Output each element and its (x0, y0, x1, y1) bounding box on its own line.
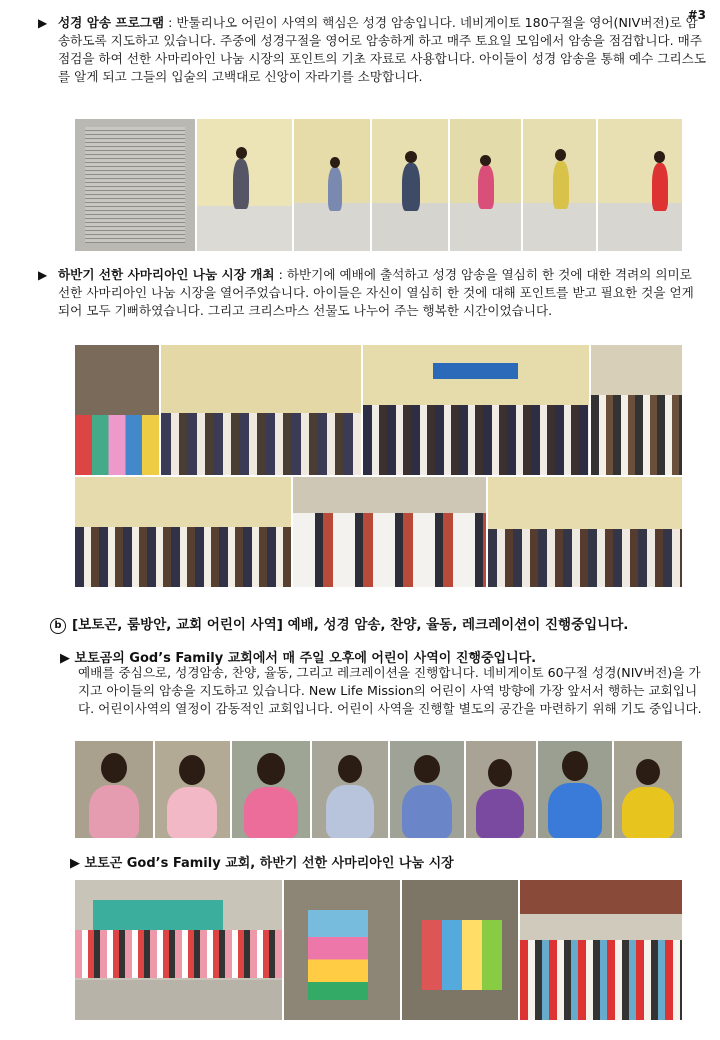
children-portrait-strip (75, 741, 682, 838)
market-photo-1 (75, 345, 159, 475)
circled-b-marker: b (50, 618, 66, 634)
market-photo-7 (488, 477, 682, 587)
child-reciting-photo-2 (294, 119, 370, 251)
child-portrait-8 (614, 741, 682, 838)
child-portrait-3 (232, 741, 310, 838)
child-reciting-photo-3 (372, 119, 448, 251)
child-portrait-5 (390, 741, 464, 838)
botogon-market-photo-3 (402, 880, 518, 1020)
market-paragraph (38, 266, 706, 320)
botogon-market-photo-2 (284, 880, 400, 1020)
botogon-heading: ▶ 보토곰의 God’s Family 교회에서 매 주일 오후에 어린이 사역이 진행중입니다. (60, 651, 537, 666)
child-portrait-1 (75, 741, 153, 838)
child-portrait-7 (538, 741, 612, 838)
market-heading: 하반기 선한 사마리아인 나눔 시장 개최 (58, 267, 275, 282)
child-portrait-2 (155, 741, 230, 838)
market-text: : 하반기에 예배에 출석하고 성경 암송을 열심히 한 것에 대한 격려의 의미로 선한 사마리아인 나눔 시장을 열어주었습니다. 아이들은 자신이 열심히 한 것에 대해 포인트를 받고 필요한 것을 얻게 되어 모두 기뻐하였습니다. 그리고 크리스마스 선물도 나누어 주는 행복한 시간이었습니다. (58, 267, 694, 318)
child-reciting-photo-6 (598, 119, 682, 251)
bullet-arrow-icon: ▶ (70, 856, 80, 871)
botogon-group-photo (75, 880, 282, 1020)
market-photo-row-2 (75, 477, 682, 587)
page-number: #3 (687, 8, 706, 22)
market-photo-4 (591, 345, 682, 475)
memorization-text: : 반툴리나오 어린이 사역의 핵심은 성경 암송입니다. 네비게이토 180구절을 영어(NIV버전)로 암송하도록 지도하고 있습니다. 주중에 성경구절을 영어로 암송하게 하고 매주 토요일 모임에서 암송을 점검합니다. 매주 점검을 하여 선한 사마리아인 나눔 시장의 포인트의 기초 자료로 사용합니다. 아이들이 성경 암송을 통해 예수 그리스도를 알게 되고 그들의 입술의 고백대로 신앙이 자라기를 소망합니다. (58, 15, 706, 84)
bullet-arrow-icon: ▶ (38, 268, 48, 282)
memorization-photo-strip (75, 119, 682, 251)
botogon-market-photo-4 (520, 880, 682, 1020)
botogon-market-heading: ▶ 보토곤 God’s Family 교회, 하반기 선한 사마리아인 나눔 시장 (70, 856, 454, 871)
verse-sheet-photo (75, 119, 195, 251)
market-photo-6 (293, 477, 486, 587)
section-b-title: b [보토곤, 룸방안, 교회 어린이 사역] 예배, 성경 암송, 찬양, 율동, 레크레이션이 진행중입니다. (50, 613, 628, 634)
memorization-paragraph (38, 14, 706, 86)
child-reciting-photo-4 (450, 119, 521, 251)
child-portrait-6 (466, 741, 536, 838)
market-photo-2 (161, 345, 361, 475)
market-photo-row-1 (75, 345, 682, 475)
bullet-arrow-icon: ▶ (60, 651, 70, 666)
memorization-heading: 성경 암송 프로그램 (58, 15, 165, 30)
bullet-arrow-icon: ▶ (38, 16, 48, 30)
botogon-market-photo-strip (75, 880, 682, 1020)
botogon-paragraph: 예배를 중심으로, 성경암송, 찬양, 율동, 그리고 레크레이션을 진행합니다. 네비게이토 60구절 성경(NIV버전)을 가지고 아이들의 암송을 지도하고 있습니다. New Life Mission의 어린이 사역 방향에 가장 앞서서 행하는 교회입니다. 어린이사역의 열정이 감동적인 교회입니다. 어린이 사역을 진행할 별도의 공간을 마련하기 위해 기도 중입니다. (78, 665, 702, 716)
child-reciting-photo-5 (523, 119, 597, 251)
child-reciting-photo-1 (197, 119, 293, 251)
child-portrait-4 (312, 741, 388, 838)
market-photo-5 (75, 477, 291, 587)
market-photo-3 (363, 345, 589, 475)
